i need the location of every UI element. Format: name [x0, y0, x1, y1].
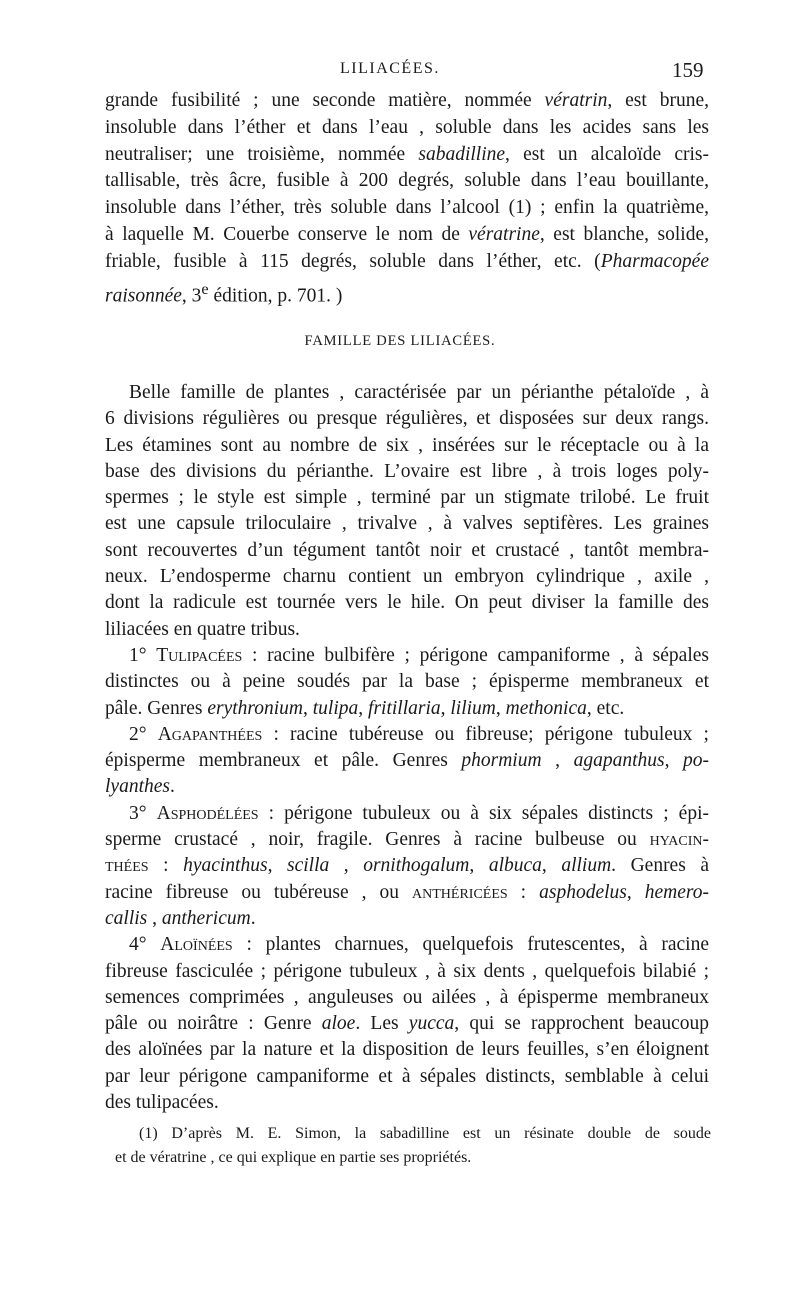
text-line: spermes ; le style est simple , terminé par un stigmate trilobé. Le fruit	[105, 487, 709, 509]
text-line: base des divisions du périanthe. L’ovaire est libre , à trois loges poly-	[105, 460, 709, 482]
intro-paragraph	[105, 88, 709, 310]
text-line: 4° Aloïnées : plantes charnues, quelquefois frutescentes, à racine	[129, 934, 709, 956]
text-line: 1° Tulipacées : racine bulbifère ; périgone campaniforme , à sépales	[129, 644, 709, 666]
text-line: sperme crustacé , noir, fragile. Genres à racine bulbeuse ou hyacin-	[105, 829, 709, 851]
text-line: insoluble dans l’éther, très soluble dans l’alcool (1) ; enfin la quatrième,	[105, 197, 709, 219]
text-line: neux. L’endosperme charnu contient un embryon cylindrique , axile ,	[105, 566, 709, 588]
text-line: callis , anthericum.	[105, 907, 256, 929]
text-line: dont la radicule est tournée vers le hile. On peut diviser la famille des	[105, 592, 709, 614]
text-line: insoluble dans l’éther et dans l’eau , soluble dans les acides sans les	[105, 116, 709, 138]
running-title: LILIACÉES.	[340, 60, 440, 77]
text-line: et de vératrine , ce qui explique en partie ses propriétés.	[115, 1149, 472, 1166]
text-line: raisonnée, 3e édition, p. 701. )	[105, 279, 343, 307]
text-line: semences comprimées , anguleuses ou ailées , à épisperme membraneux	[105, 986, 709, 1008]
text-line: à laquelle M. Couerbe conserve le nom de vératrine, est blanche, solide,	[105, 223, 710, 245]
text-line: (1) D’après M. E. Simon, la sabadilline est un résinate double de soude	[139, 1125, 711, 1142]
text-line: 6 divisions régulières ou presque régulières, et disposées sur deux rangs.	[105, 408, 709, 430]
section-heading: FAMILLE DES LILIACÉES.	[304, 333, 496, 349]
text-line: fibreuse fasciculée ; périgone tubuleux , à six dents , quelquefois bilabié ;	[105, 960, 709, 982]
text-line: lyanthes.	[105, 776, 175, 798]
text-line: des tulipacées.	[105, 1092, 219, 1114]
text-line: neutraliser; une troisième, nommée sabadilline, est un alcaloïde cris-	[105, 143, 709, 165]
text-line: racine fibreuse ou tubéreuse , ou anthéricées : asphodelus, hemero-	[105, 881, 709, 903]
text-line: Belle famille de plantes , caractérisée par un périanthe pétaloïde , à	[129, 382, 709, 403]
text-line: friable, fusible à 115 degrés, soluble dans l’éther, etc. (Pharmacopée	[105, 250, 709, 272]
text-line: sont recouvertes d’un tégument tantôt noir et crustacé , tantôt membra-	[105, 539, 709, 561]
text-line: thées : hyacinthus, scilla , ornithogalum, albuca, allium. Genres à	[105, 855, 710, 877]
footnote	[115, 1122, 711, 1170]
text-line: est une capsule triloculaire , trivalve , à valves septifères. Les graines	[105, 513, 709, 535]
running-head	[0, 60, 800, 90]
text-line: pâle ou noirâtre : Genre aloe. Les yucca, qui se rapprochent beaucoup	[105, 1013, 710, 1035]
text-line: grande fusibilité ; une seconde matière, nommée vératrin, est brune,	[105, 90, 709, 111]
text-line: épisperme membraneux et pâle. Genres phormium , agapanthus, po-	[105, 750, 710, 772]
text-line: 2° Agapanthées : racine tubéreuse ou fibreuse; périgone tubuleux ;	[129, 723, 709, 745]
text-line: Les étamines sont au nombre de six , insérées sur le réceptacle ou à la	[105, 434, 709, 456]
text-line: des aloïnées par la nature et la disposition de leurs feuilles, s’en éloignent	[105, 1039, 709, 1061]
text-line: par leur périgone campaniforme et à sépales distincts, semblable à celui	[105, 1065, 709, 1087]
text-line: distinctes ou à peine soudés par la base ; épisperme membraneux et	[105, 671, 709, 693]
family-description	[105, 380, 709, 1116]
text-line: 3° Asphodélées : périgone tubuleux ou à six sépales distincts ; épi-	[129, 802, 709, 824]
text-line: tallisable, très âcre, fusible à 200 degrés, soluble dans l’eau bouillante,	[105, 170, 709, 192]
page-number: 159	[672, 58, 704, 82]
text-line: liliacées en quatre tribus.	[105, 618, 300, 640]
text-line: pâle. Genres erythronium, tulipa, fritillaria, lilium, methonica, etc.	[105, 697, 625, 719]
